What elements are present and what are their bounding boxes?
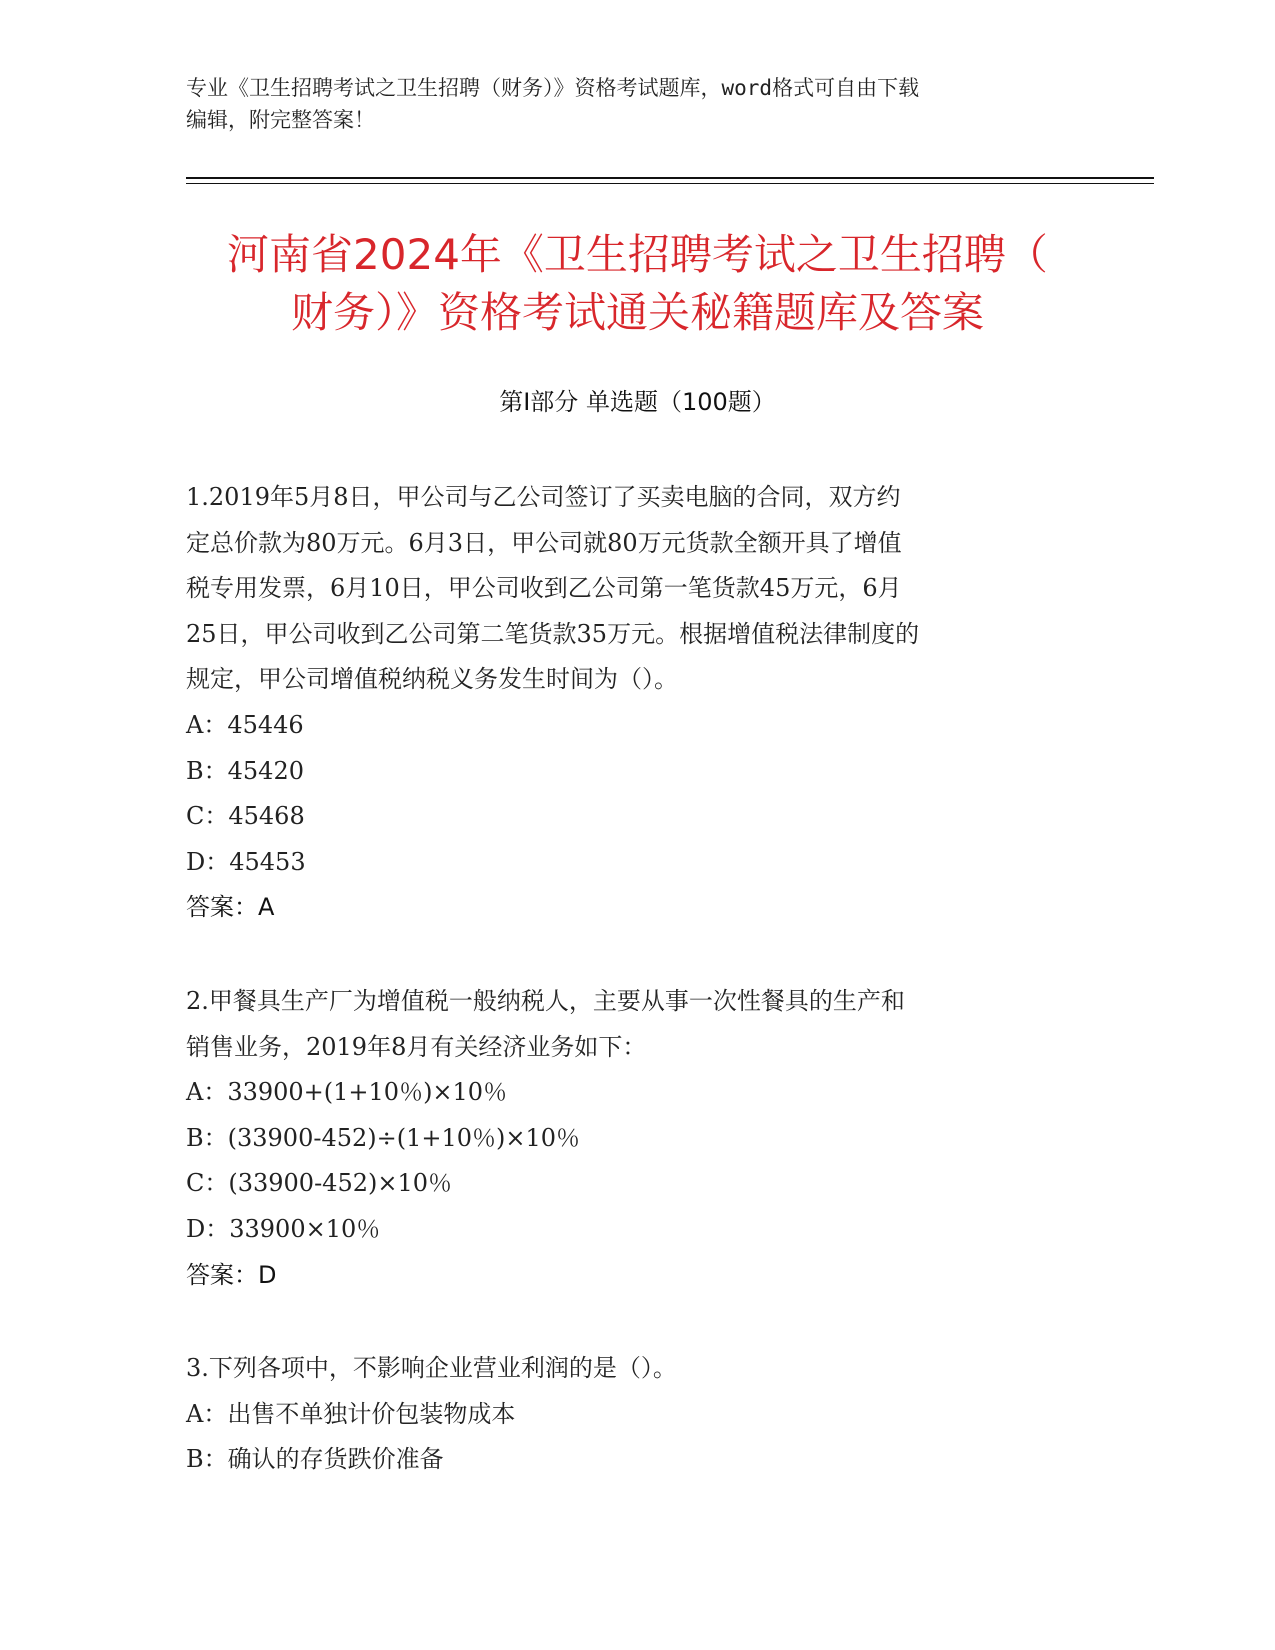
header-divider-thin xyxy=(186,183,1154,184)
option-a: A：45446 xyxy=(186,710,304,739)
option-d: D：45453 xyxy=(186,847,306,876)
question-stem-line: 3.下列各项中，不影响企业营业利润的是（）。 xyxy=(186,1354,677,1383)
option-a: A：33900+(1+10％)×10％ xyxy=(186,1078,508,1107)
question-stem-line: 定总价款为80万元。6月3日，甲公司就80万元货款全额开具了增值 xyxy=(186,528,902,557)
document-title xyxy=(150,226,1125,342)
question-stem-line: 税专用发票，6月10日，甲公司收到乙公司第一笔货款45万元，6月 xyxy=(186,574,902,603)
header-note-line-2: 编辑，附完整答案！ xyxy=(186,108,375,132)
answer-line: 答案：D xyxy=(186,1260,277,1289)
option-b: B：45420 xyxy=(186,756,304,785)
question-2 xyxy=(186,979,1086,1298)
question-stem xyxy=(186,475,1086,703)
option-c: C：45468 xyxy=(186,802,305,831)
document-title-line-1: 河南省2024年《卫生招聘考试之卫生招聘（ xyxy=(227,230,1048,279)
option-a: A：出售不单独计价包装物成本 xyxy=(186,1399,516,1428)
header-note-line-1: 专业《卫生招聘考试之卫生招聘（财务）》资格考试题库，word格式可自由下载 xyxy=(186,76,920,100)
question-stem-line: 25日，甲公司收到乙公司第二笔货款35万元。根据增值税法律制度的 xyxy=(186,619,920,648)
section-title: 第Ⅰ部分 单选题（100题） xyxy=(499,388,776,416)
question-3 xyxy=(186,1346,1086,1483)
question-stem xyxy=(186,1346,1086,1392)
header-divider-thick xyxy=(186,177,1154,179)
question-stem xyxy=(186,979,1086,1070)
document-title-line-2: 财务）》资格考试通关秘籍题库及答案 xyxy=(290,288,984,337)
header-note xyxy=(186,72,1086,136)
question-stem-line: 规定，甲公司增值税纳税义务发生时间为（）。 xyxy=(186,665,678,694)
answer-line: 答案：A xyxy=(186,893,275,922)
question-stem-line: 销售业务，2019年8月有关经济业务如下： xyxy=(186,1032,647,1061)
question-1 xyxy=(186,475,1086,931)
question-stem-line: 1.2019年5月8日，甲公司与乙公司签订了买卖电脑的合同，双方约 xyxy=(186,483,901,511)
question-list xyxy=(186,475,1086,1531)
option-b: B：确认的存货跌价准备 xyxy=(186,1445,444,1474)
question-stem-line: 2.甲餐具生产厂为增值税一般纳税人，主要从事一次性餐具的生产和 xyxy=(186,986,905,1015)
option-d: D：33900×10％ xyxy=(186,1214,381,1243)
option-b: B：(33900-452)÷(1+10％)×10％ xyxy=(186,1123,581,1152)
option-c: C：(33900-452)×10％ xyxy=(186,1169,453,1198)
